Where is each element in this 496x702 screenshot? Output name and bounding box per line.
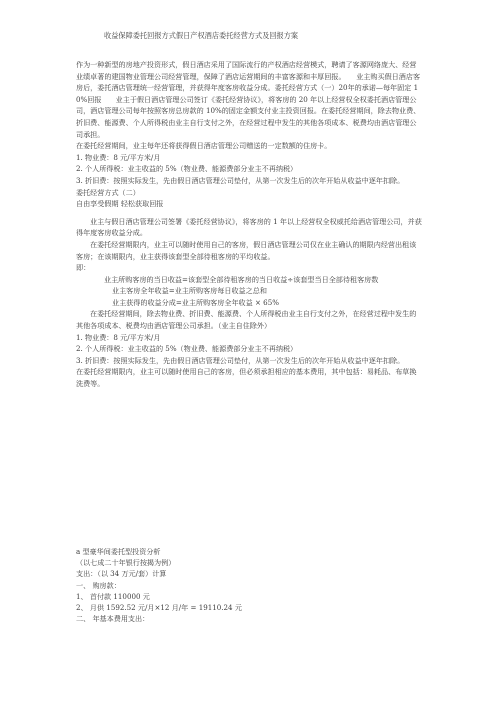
list-item-income-tax-2: 2. 个人所得税：业主收益的 5%（物业费、能源费部分业主不再纳税） xyxy=(76,344,298,354)
paragraph-usage: 在委托经营期限内，业主可以随时使用自己的客房，假日酒店管理公司仅在业主确认的期限内经营出租该客房；在该期限内，业主获得该套型全部待租客房的平均收益。 xyxy=(76,239,417,261)
list-item-property-fee-2: 1. 物业费：8 元/平方米/月 xyxy=(76,332,161,342)
investment-analysis xyxy=(76,546,422,624)
paragraph-self-use: 在委托经营期限内，业主可以随时使用自己的客房，但必须承担相应的基本费用，其中包括：易耗品、布草换洗费等。 xyxy=(76,367,417,389)
formula-income-share: 业主获得的收益分成=业主所购客房全年收益 × 65% xyxy=(112,297,279,307)
analysis-item-down-payment: 1、 首付款 110000 元 xyxy=(76,591,150,601)
paragraph-agreement: 业主与假日酒店管理公司签署《委托经营协议》，将客房的 1 年以上经营权全权威托给酒店管理公司，并获得年度客房收益分成。 xyxy=(76,216,422,238)
analysis-item-monthly-payment: 2、 月供 1592.52 元/月×12 月/年 = 19110.24 元 xyxy=(76,603,242,613)
paragraph-costs: 在委托经营期间，除去物业费、折旧费、能源费、个人所得税由业主自行支付之外，在经营过程中发生的其他各项成本、税费均由酒店管理公司承担。（业主自住除外） xyxy=(76,309,417,331)
document-body xyxy=(76,59,422,390)
section-heading-method-2: 委托经营方式（二） xyxy=(76,187,140,197)
formula-annual-income: 业主客房全年收益=业主所购客房每日收益之总和 xyxy=(112,286,267,296)
paragraph-intro: 作为一种新型的房地产投资形式，假日酒店采用了国际流行的产权酒店经营模式，聘请了客源网络庞大、经营业绩卓著的建国物业管理公司经营管理，保障了酒店运营期间的丰富客源和丰厚回报。 业主购买假日酒店客房后，委托酒店管理统一经营管理，并获得年度客房收益分成。委托经营方式（一）20年的承诺—每年固定 10%回报 业主于假日酒店管理公司签订《委托经营协议》，将客房的 20 年以上经营权全权委托酒店管理公司，酒店管理公司每年按照客房总房款的 10%的固定金额支付业主投资回报。在委托经营期间，除去物业费、折旧费、能源费、个人所得税由业主自行支付之外，在经营过程中发生的其他各项成本、税费均由酒店管理公司承担。 xyxy=(76,60,421,139)
list-item-depreciation-2: 3. 折旧费：按照实际发生，先由假日酒店管理公司垫付，从第一次发生后的次年开始从收益中逐年扣除。 xyxy=(76,355,405,365)
section-subheading: 自由享受假期 轻松获取回报 xyxy=(76,199,164,209)
formula-daily-income: 业主所购客房的当日收益=该套型全部待租客房的当日收益÷该套型当日全部待租客房数 xyxy=(104,274,379,284)
document-title: 收益保障委托回报方式假日产权酒店委托经营方式及回报方案 xyxy=(104,31,299,40)
analysis-item-annual-costs: 二、 年基本费用支出： xyxy=(76,614,150,624)
list-item-income-tax: 2. 个人所得税：业主收益的 5%（物业费、能源费部分业主不再纳税） xyxy=(76,164,298,174)
list-item-property-fee: 1. 物业费：8 元/平方米/月 xyxy=(76,152,161,162)
analysis-heading: a 型豪华间委托型投资分析 xyxy=(76,547,161,556)
analysis-note: （以七成二十年银行按揭为例） xyxy=(76,558,176,568)
analysis-expense-basis: 支出：（以 34 万元/套）计算 xyxy=(76,569,167,579)
paragraph-housing-card: 在委托经营期间，业主每年还将获得假日酒店管理公司赠送的一定数额的住房卡。 xyxy=(76,141,332,151)
paragraph-formula-intro: 即： xyxy=(76,263,91,273)
list-item-depreciation: 3. 折旧费：按照实际发生，先由假日酒店管理公司垫付，从第一次发生后的次年开始从收益中逐年扣除。 xyxy=(76,175,405,185)
analysis-item-purchase: 一、 购房款： xyxy=(76,580,121,590)
